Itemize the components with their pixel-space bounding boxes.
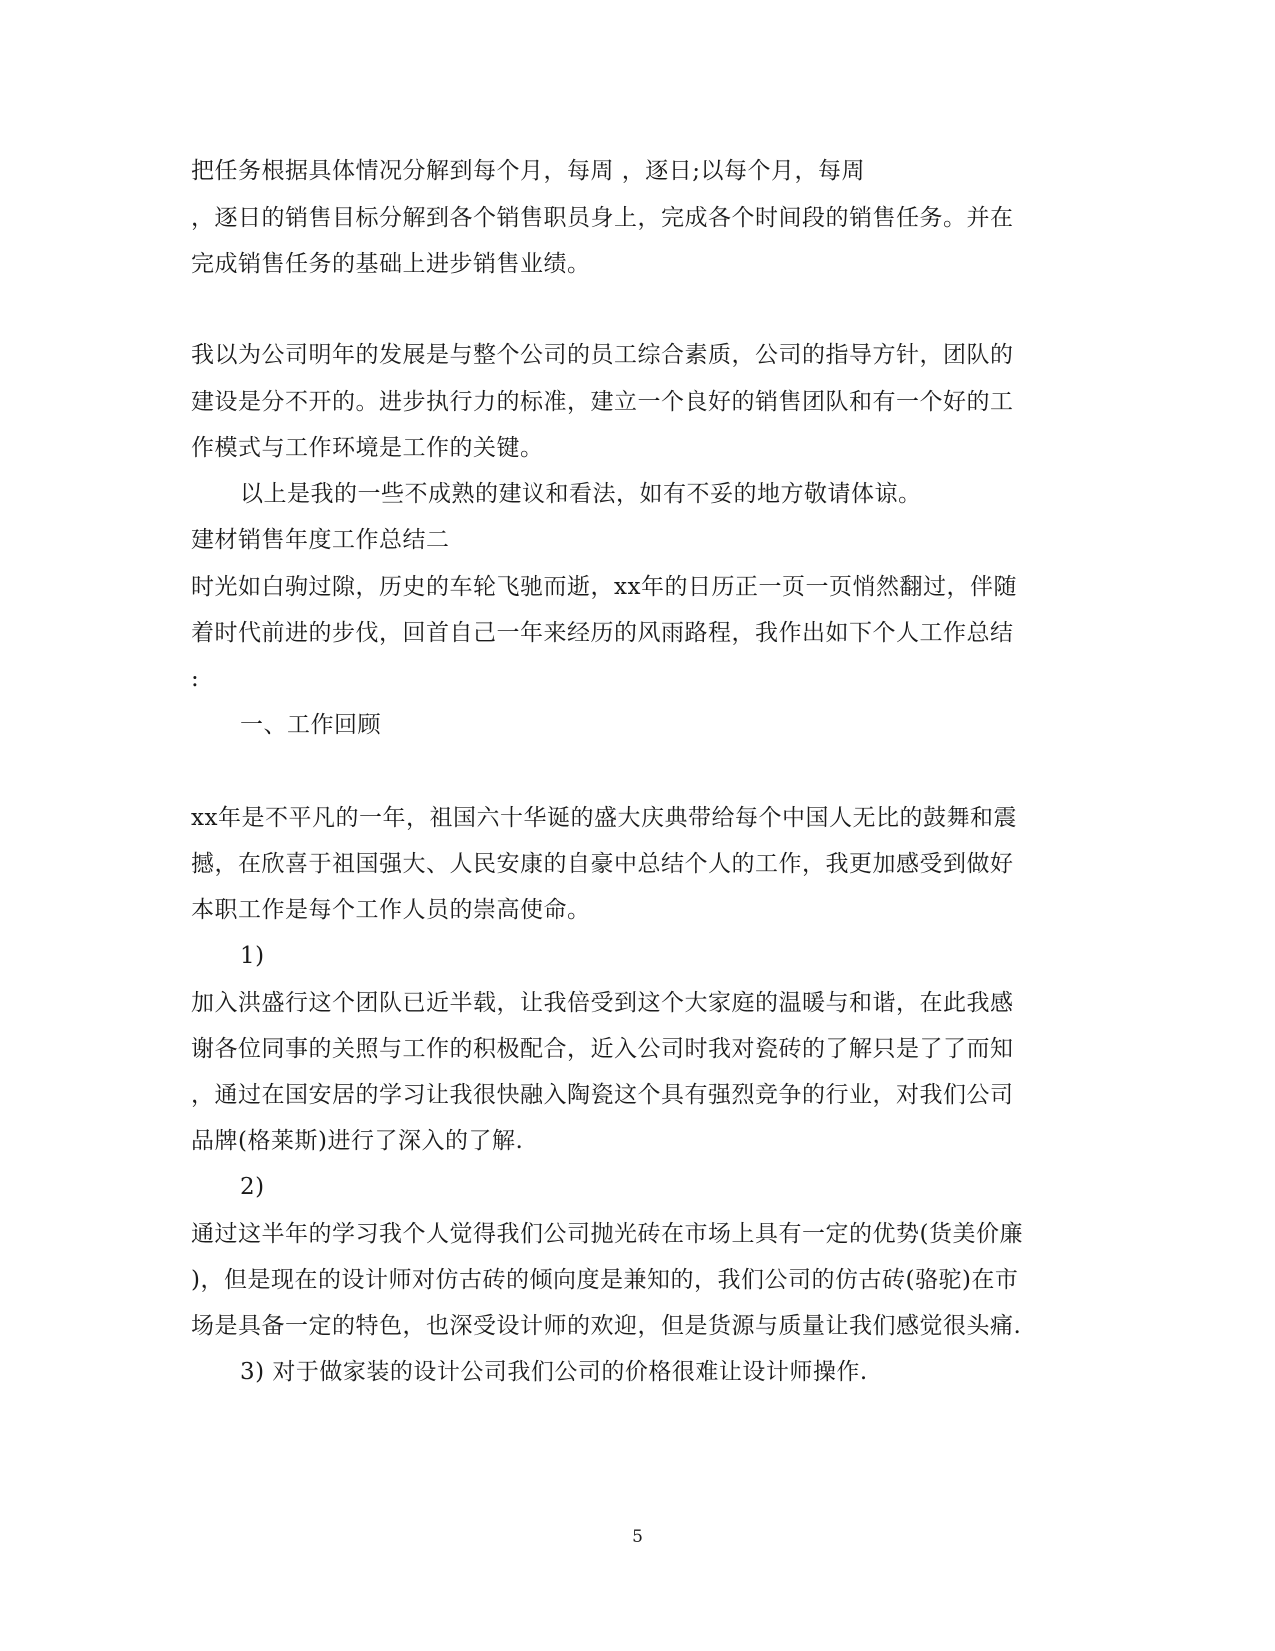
page-number: 5 — [632, 1527, 643, 1547]
text-line: 我以为公司明年的发展是与整个公司的员工综合素质，公司的指导方针，团队的 — [191, 342, 1014, 368]
text-line: 以上是我的一些不成熟的建议和看法，如有不妥的地方敬请体谅。 — [240, 481, 922, 507]
text-line: ，逐日的销售目标分解到各个销售职员身上，完成各个时间段的销售任务。并在 — [191, 205, 1014, 231]
text-line: 3) 对于做家装的设计公司我们公司的价格很难让设计师操作. — [240, 1359, 868, 1385]
text-line: )，但是现在的设计师对仿古砖的倾向度是兼知的，我们公司的仿古砖(骆驼)在市 — [191, 1267, 1019, 1293]
text-line: 谢各位同事的关照与工作的积极配合，近入公司时我对瓷砖的了解只是了了而知 — [191, 1036, 1014, 1062]
text-line: 品牌(格莱斯)进行了深入的了解. — [191, 1128, 524, 1154]
section-heading: 建材销售年度工作总结二 — [191, 527, 450, 553]
text-line: 把任务根据具体情况分解到每个月，每周 ，逐日;以每个月，每周 — [191, 158, 866, 184]
text-line: 撼，在欣喜于祖国强大、人民安康的自豪中总结个人的工作，我更加感受到做好 — [191, 851, 1014, 877]
text-line: 着时代前进的步伐，回首自己一年来经历的风雨路程，我作出如下个人工作总结 — [191, 620, 1014, 646]
list-marker: 1) — [240, 943, 265, 969]
text-line: 本职工作是每个工作人员的崇高使命。 — [191, 897, 591, 923]
subsection-heading: 一、工作回顾 — [240, 712, 381, 738]
text-line: 作模式与工作环境是工作的关键。 — [191, 435, 544, 461]
text-line: 建设是分不开的。进步执行力的标准，建立一个良好的销售团队和有一个好的工 — [191, 389, 1014, 415]
text-line: xx年是不平凡的一年，祖国六十华诞的盛大庆典带给每个中国人无比的鼓舞和震 — [191, 805, 1017, 831]
text-line: 通过这半年的学习我个人觉得我们公司抛光砖在市场上具有一定的优势(货美价廉 — [191, 1221, 1023, 1247]
list-marker: 2) — [240, 1174, 265, 1200]
text-line: 完成销售任务的基础上进步销售业绩。 — [191, 251, 591, 277]
text-line: 加入洪盛行这个团队已近半载，让我倍受到这个大家庭的温暖与和谐，在此我感 — [191, 990, 1014, 1016]
text-line: ，通过在国安居的学习让我很快融入陶瓷这个具有强烈竞争的行业，对我们公司 — [191, 1082, 1014, 1108]
text-line: 时光如白驹过隙，历史的车轮飞驰而逝，xx年的日历正一页一页悄然翻过，伴随 — [191, 574, 1017, 600]
text-line: 场是具备一定的特色，也深受设计师的欢迎，但是货源与质量让我们感觉很头痛. — [191, 1313, 1022, 1339]
text-line: : — [191, 666, 200, 692]
